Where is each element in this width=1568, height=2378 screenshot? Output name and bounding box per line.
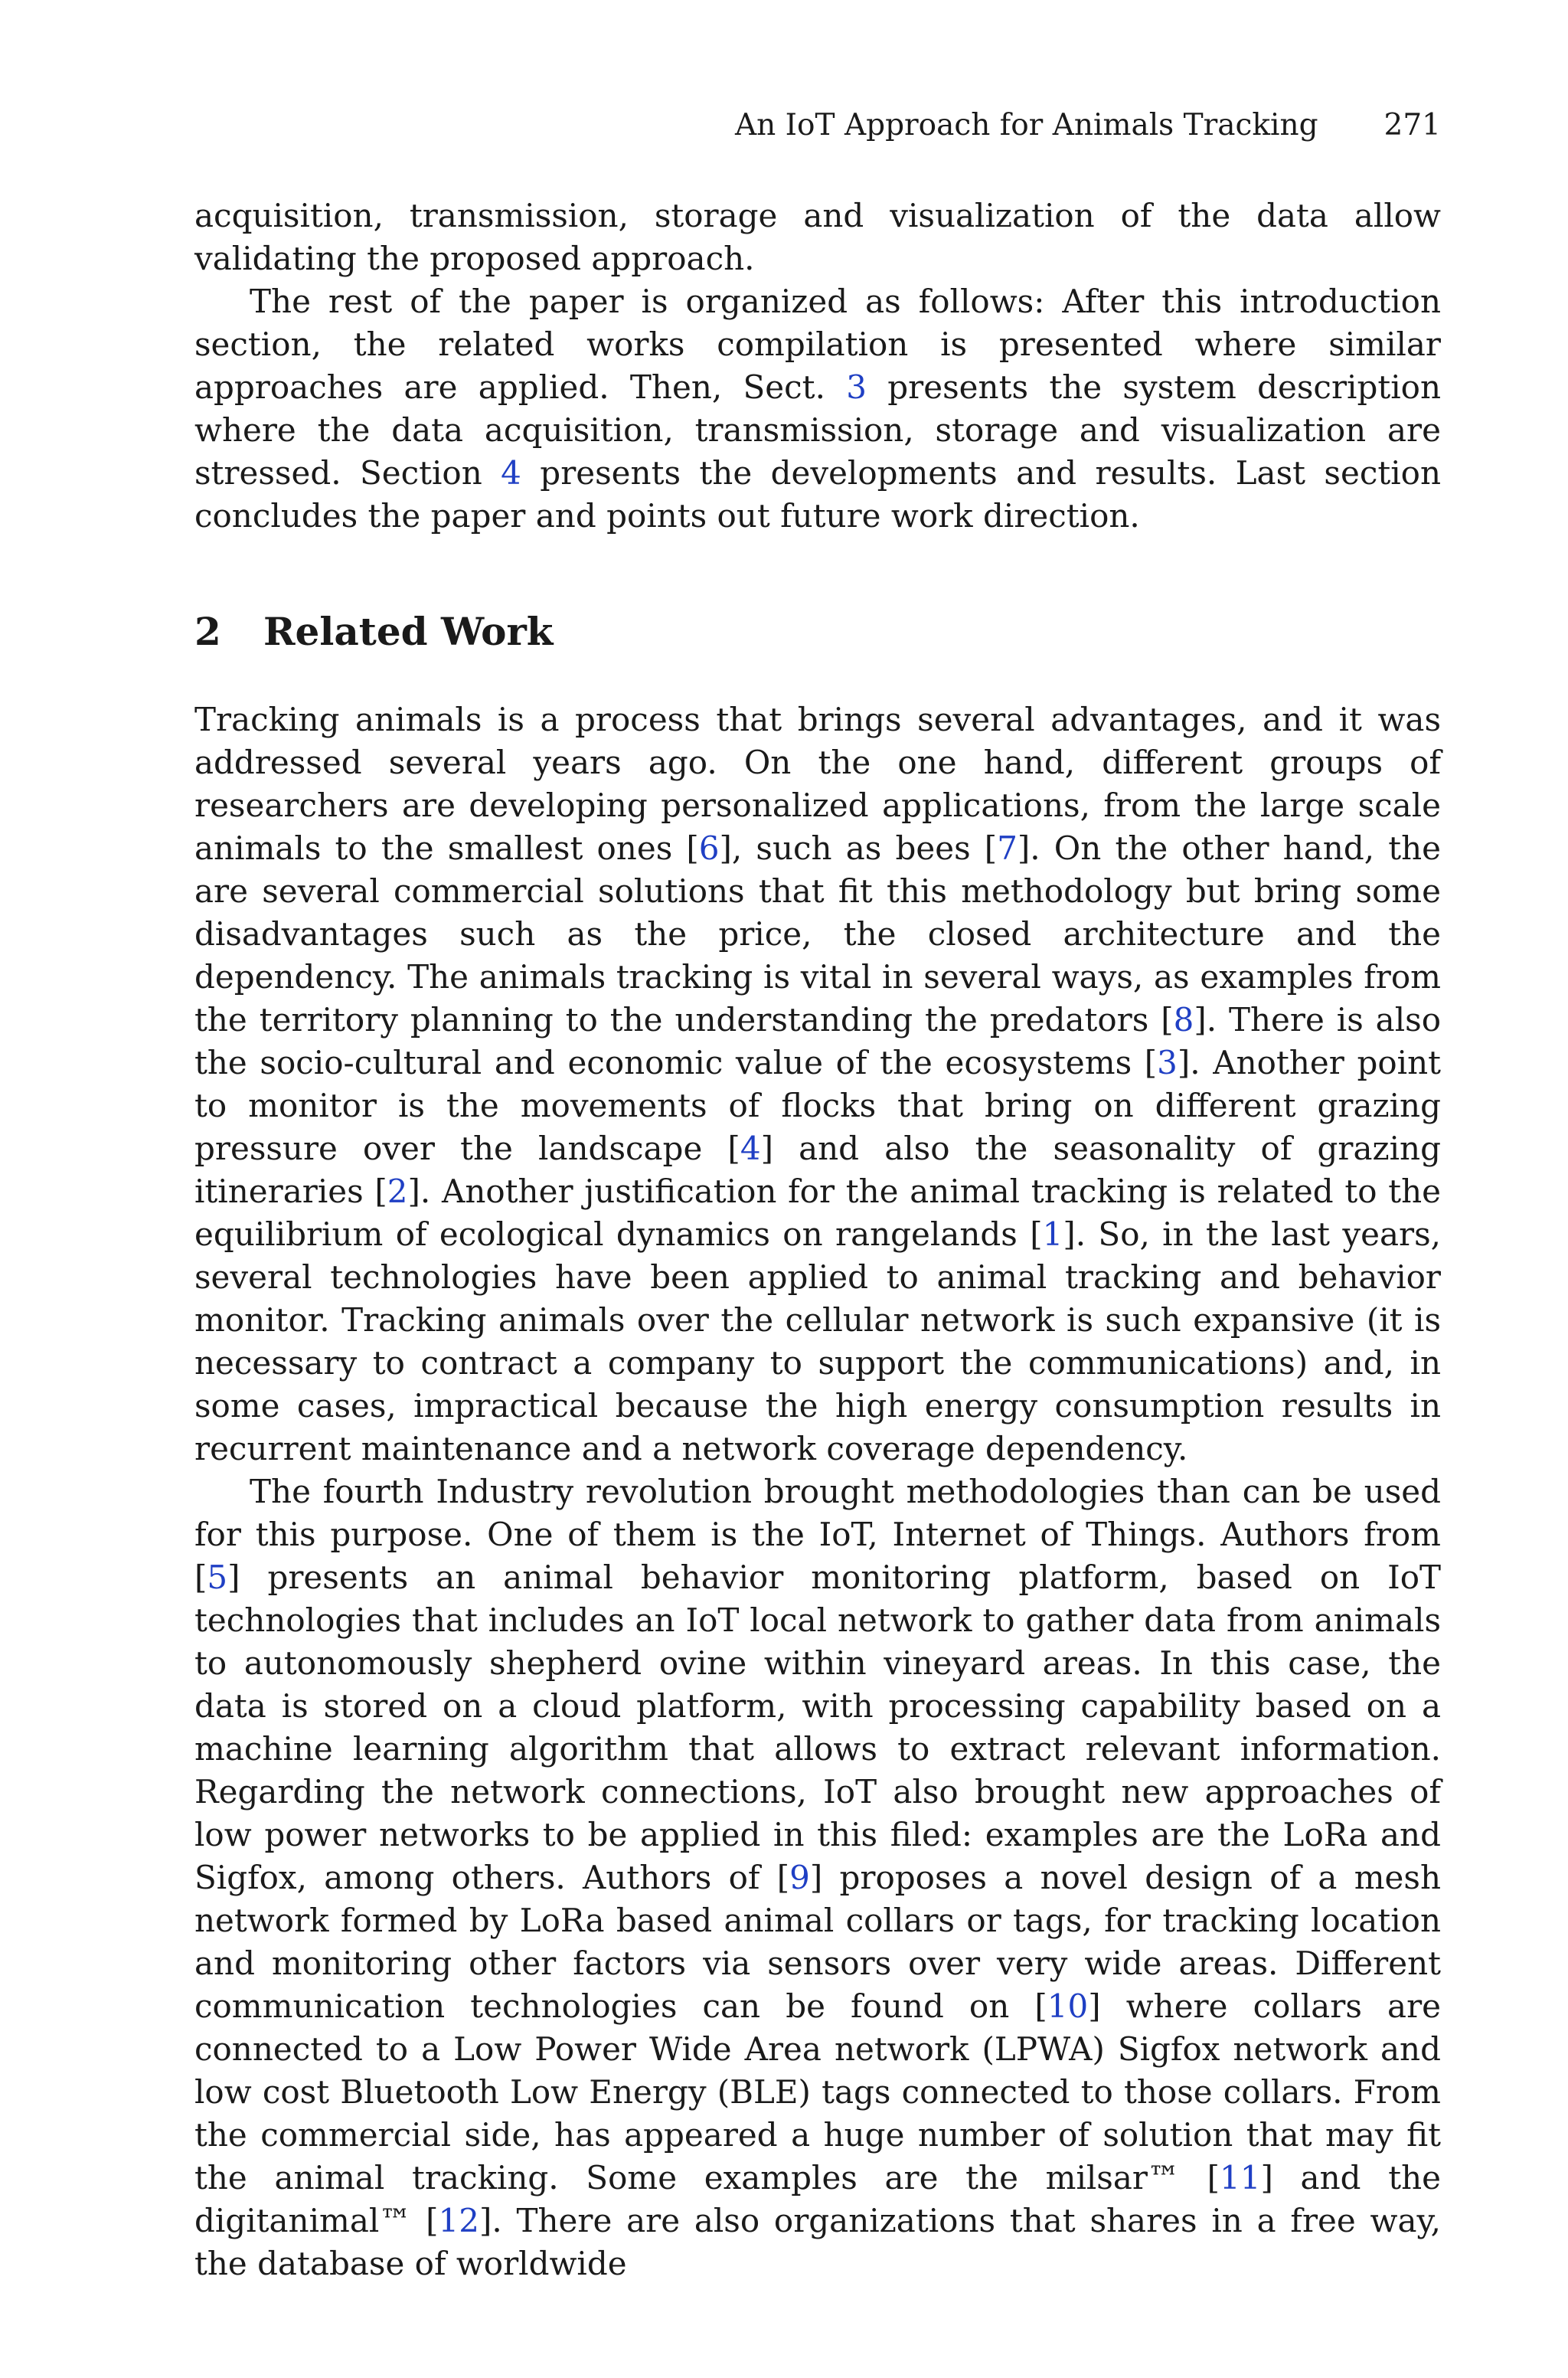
citation-4[interactable]: 4 <box>740 1130 761 1167</box>
page-number: 271 <box>1383 108 1441 142</box>
text-run: ] and also the seasonality of grazing itineraries [ <box>194 1130 1441 1210</box>
text-run: ], such as bees [ <box>719 829 998 867</box>
running-title: An IoT Approach for Animals Tracking <box>734 108 1318 142</box>
citation-6[interactable]: 6 <box>698 829 720 867</box>
citation-10[interactable]: 10 <box>1047 1987 1089 2025</box>
text-run: ] presents an animal behavior monitoring platform, based on IoT technologies that includes an IoT local network to gather data from animals to autonomously shepherd ovine within vineyard areas. In this case, the data is stored on a cloud platform, with processing capability based on a machine learning algorithm that allows to extract relevant information. Regarding the network connections, IoT also brought new approaches of low power networks to be applied in this filed: examples are the LoRa and Sigfox, among others. Authors of [ <box>194 1559 1441 1896</box>
text-run: ]. Another point to monitor is the movements of flocks that bring on different grazing pressure over the landscape [ <box>194 1044 1441 1167</box>
related-paragraph-1 <box>194 698 1441 1470</box>
text-run: presents the developments and results. Last section concludes the paper and points out future work direction. <box>194 454 1441 535</box>
intro-continuation <box>194 195 1441 538</box>
text-run: ]. There are also organizations that shares in a free way, the database of worldwide <box>194 2202 1441 2282</box>
section-ref-4[interactable]: 4 <box>501 454 521 492</box>
section-ref-3[interactable]: 3 <box>846 368 867 406</box>
text-run: Tracking animals is a process that brings several advantages, and it was addressed several years ago. On the one hand, different groups of researchers are developing personalized applications, from the large scale animals to the smallest ones [ <box>194 701 1441 867</box>
running-header <box>735 106 1441 146</box>
intro-paragraph-1 <box>194 195 1441 280</box>
related-work-body <box>194 698 1441 2285</box>
citation-8[interactable]: 8 <box>1173 1001 1194 1039</box>
text-run: The fourth Industry revolution brought methodologies than can be used for this purpose. One of them is the IoT, Internet of Things. Authors from [ <box>194 1473 1441 1596</box>
text-run: ]. Another justification for the animal tracking is related to the equilibrium of ecological dynamics on rangelands [ <box>194 1173 1441 1253</box>
citation-5[interactable]: 5 <box>207 1559 228 1596</box>
section-heading <box>194 607 553 656</box>
citation-9[interactable]: 9 <box>789 1859 810 1896</box>
citation-2[interactable]: 2 <box>387 1173 408 1210</box>
related-paragraph-2 <box>194 1470 1441 2285</box>
citation-3[interactable]: 3 <box>1157 1044 1178 1081</box>
text-run: ] and the digitanimal™ [ <box>194 2159 1441 2239</box>
citation-1[interactable]: 1 <box>1042 1215 1063 1253</box>
text-run: ]. On the other hand, the are several commercial solutions that fit this methodology but bring some disadvantages such as the price, the closed architecture and the dependency. The animals tracking is vital in several ways, as examples from the territory planning to the understanding the predators [ <box>194 829 1441 1039</box>
citation-7[interactable]: 7 <box>997 829 1018 867</box>
citation-12[interactable]: 12 <box>438 2202 479 2239</box>
section-number: 2 <box>194 609 221 654</box>
section-title: Related Work <box>263 609 554 654</box>
citation-11[interactable]: 11 <box>1220 2159 1261 2196</box>
text-run: The rest of the paper is organized as follows: After this introduction section, the related works compilation is presented where similar approaches are applied. Then, Sect. <box>194 283 1441 406</box>
text-run: ]. There is also the socio-cultural and economic value of the ecosystems [ <box>194 1001 1441 1081</box>
intro-text: acquisition, transmission, storage and visualization of the data allow validating the proposed approach. <box>194 197 1441 277</box>
text-run: ] where collars are connected to a Low Power Wide Area network (LPWA) Sigfox network and low cost Bluetooth Low Energy (BLE) tags connected to those collars. From the commercial side, has appeared a huge number of solution that may fit the animal tracking. Some examples are the milsar™ [ <box>194 1987 1441 2196</box>
intro-paragraph-2 <box>194 280 1441 538</box>
text-run: presents the system description where the data acquisition, transmission, storage and visualization are stressed. Section <box>194 368 1441 492</box>
text-run: ] proposes a novel design of a mesh network formed by LoRa based animal collars or tags, for tracking location and monitoring other factors via sensors over very wide areas. Different communication technologies can be found on [ <box>194 1859 1442 2025</box>
text-run: ]. So, in the last years, several technologies have been applied to animal tracking and behavior monitor. Tracking animals over the cellular network is such expansive (it is necessary to contract a company to support the communications) and, in some cases, impractical because the high energy consumption results in recurrent maintenance and a network coverage dependency. <box>194 1215 1441 1467</box>
